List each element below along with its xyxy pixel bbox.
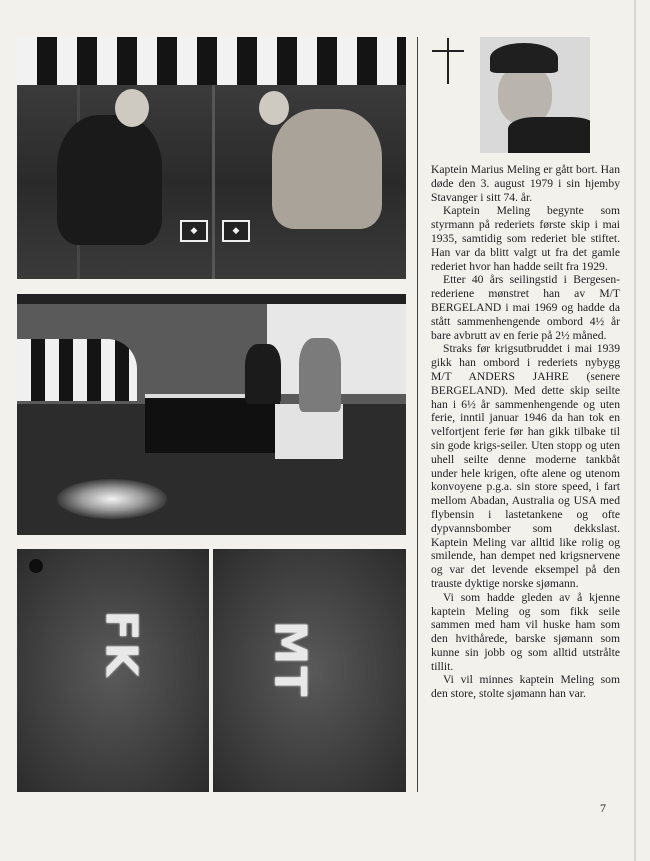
man-in-light-suit [272, 109, 382, 229]
welding-spark [57, 479, 167, 519]
captain-cap [490, 43, 558, 73]
paragraph: Straks før krigsutbruddet i mai 1939 gikk han ombord i rederiets nybygg M/T ANDERS JAHRE (senere BERGELAND). Med dette skip seilte han i 6½ år sammenhengende og uten ferie, inntil januar 1946 da han tok en velfortjent ferie før han gikk tilbake til sin gode krigs-seiler. Uten stopp og uten uhell seilte denne moderne tankbåt under hele krigen, ofte alene og utenom konvoyene p.g.a. sin store speed, i fart mellom Abadan, Australia og USA med flybensin i lastetankene og ofte dypvannsbomber som dekkslast. Kaptein Meling var alltid like rolig og smilende, han dempet ned krigsnervene og var det levende eksempel på den trauste dyktige norske sjømann. [431, 342, 620, 590]
uniform-coat [508, 117, 590, 153]
deck-seam [212, 85, 215, 279]
photo-keel-laying-deck [17, 37, 406, 279]
portrait-face [498, 65, 552, 125]
paragraph: Kaptein Marius Meling er gått bort. Han døde den 3. august 1979 i sin hjemby Stavanger i sitt 74. år. [431, 163, 620, 204]
page-number: 7 [600, 801, 606, 815]
roof-beam [17, 294, 406, 304]
page-edge [634, 0, 636, 861]
weld-initials-right: MT [264, 620, 316, 699]
paragraph: Vi som hadde gleden av å kjenne kaptein Meling og som fikk seile sammen med ham vil huske ham som den hvithårede, barske sjømann som kunne sin jobb og som alltid utstrålte tillit. [431, 590, 620, 673]
paragraph: Kaptein Meling begynte som styrmann på rederiets første skip i mai 1935, samtidig som rederiet ble stiftet. Han var da blitt valgt ut fra det gamle rederiet hvor han hadde seilt fra 1929. [431, 204, 620, 273]
photo-weld-initials-left [17, 549, 209, 792]
man-head [259, 91, 289, 125]
weld-initials-left: FK [95, 610, 147, 679]
cross-icon [428, 38, 468, 84]
paragraph: Etter 40 års seilingstid i Bergesen-rederiene mønstret han av M/T BERGELAND i mai 1969 og hadde da stått sammenhengende ombord 4½ år bare avbrutt av en ferie på 2½ måned. [431, 273, 620, 342]
man-in-dark-suit [57, 115, 162, 245]
column-divider [417, 37, 418, 792]
man-head [115, 89, 149, 127]
photo-workshop-ceremony [17, 294, 406, 535]
paragraph: Vi vil minnes kaptein Meling som den store, stolte sjømann han var. [431, 673, 620, 701]
captain-portrait [480, 37, 590, 153]
marking-plate: ◆ [180, 220, 208, 242]
man-standing-left [245, 344, 281, 404]
bolt-hole [29, 559, 43, 573]
striped-banner [17, 339, 137, 401]
obituary-text [431, 163, 620, 701]
marking-plate: ◆ [222, 220, 250, 242]
photo-weld-initials-right [213, 549, 406, 792]
man-standing-right [299, 338, 341, 412]
striped-backdrop [17, 37, 406, 85]
table-cloth [275, 404, 343, 459]
